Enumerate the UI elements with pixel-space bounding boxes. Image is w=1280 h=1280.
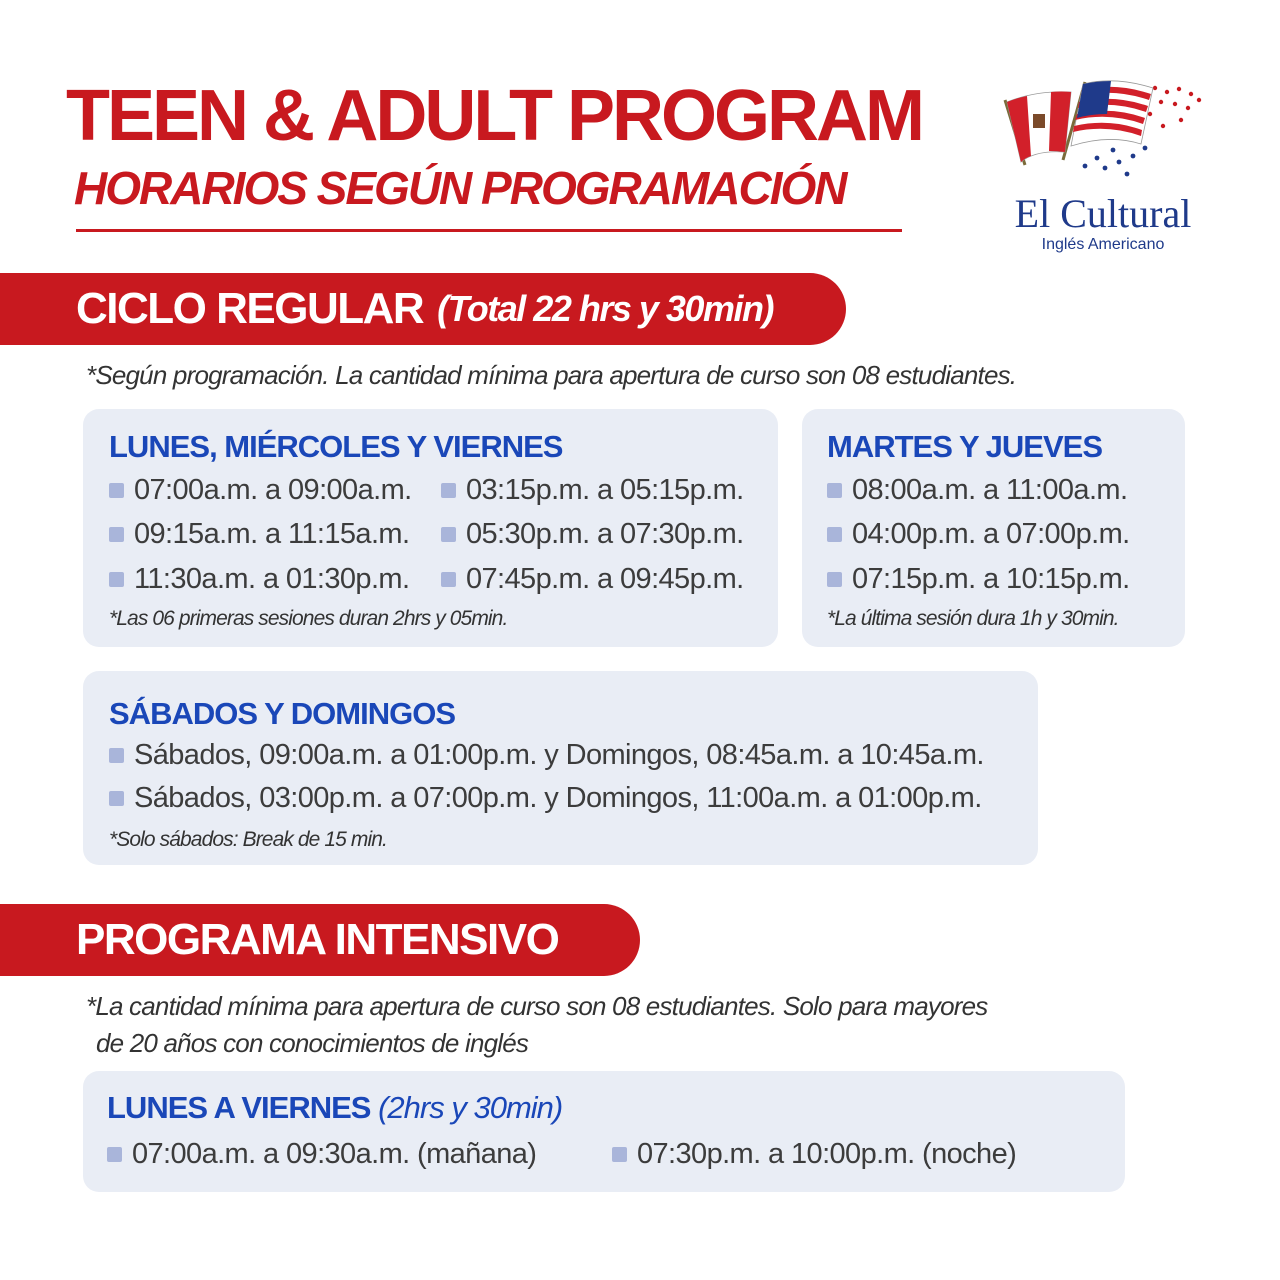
bullet-icon (441, 483, 456, 498)
time-slot: 11:30a.m. a 01:30p.m. (109, 565, 409, 594)
logo-name: El Cultural (1014, 191, 1192, 236)
card-title-lv: LUNES A VIERNES (2hrs y 30min) (107, 1090, 563, 1125)
time-slot: 04:00p.m. a 07:00p.m. (827, 520, 1130, 549)
title-underline (76, 229, 902, 232)
logo-tagline: Inglés Americano (1041, 236, 1165, 253)
ciclo-regular-banner (0, 273, 846, 345)
bullet-icon (109, 572, 124, 587)
bullet-icon (109, 748, 124, 763)
flags-icon (985, 70, 1215, 190)
time-slot: Sábados, 03:00p.m. a 07:00p.m. y Domingos, 11:00a.m. a 01:00p.m. (109, 784, 982, 813)
page-title: TEEN & ADULT PROGRAM (66, 76, 922, 156)
el-cultural-logo (985, 70, 1215, 260)
time-slot: 07:30p.m. a 10:00p.m. (noche) (612, 1140, 1016, 1169)
bullet-icon (827, 527, 842, 542)
schedule-card-lmv (83, 409, 778, 647)
bullet-icon (109, 791, 124, 806)
bullet-icon (612, 1147, 627, 1162)
schedule-card-mj (802, 409, 1185, 647)
time-slot: 07:00a.m. a 09:00a.m. (109, 476, 412, 505)
time-slot: 07:15p.m. a 10:15p.m. (827, 565, 1130, 594)
time-slot: 07:00a.m. a 09:30a.m. (mañana) (107, 1140, 536, 1169)
time-slot: 08:00a.m. a 11:00a.m. (827, 476, 1127, 505)
page-subtitle: HORARIOS SEGÚN PROGRAMACIÓN (74, 162, 846, 214)
programa-intensivo-banner (0, 904, 640, 976)
programa-intensivo-title: PROGRAMA INTENSIVO (76, 915, 559, 964)
time-slot: 09:15a.m. a 11:15a.m. (109, 520, 409, 549)
card-footnote-sd: *Solo sábados: Break de 15 min. (109, 828, 387, 851)
ciclo-regular-total: (Total 22 hrs y 30min) (437, 288, 773, 329)
bullet-icon (109, 483, 124, 498)
bullet-icon (107, 1147, 122, 1162)
ciclo-regular-title: CICLO REGULAR (76, 284, 424, 333)
bullet-icon (441, 527, 456, 542)
card-title-lmv: LUNES, MIÉRCOLES Y VIERNES (109, 429, 563, 464)
schedule-card-sd (83, 671, 1038, 865)
intensivo-note-line1: *La cantidad mínima para apertura de curso son 08 estudiantes. Solo para mayores (86, 991, 988, 1021)
intensivo-note-line2: de 20 años con conocimientos de inglés (96, 1028, 529, 1058)
time-slot: 07:45p.m. a 09:45p.m. (441, 565, 744, 594)
time-slot: 05:30p.m. a 07:30p.m. (441, 520, 744, 549)
bullet-icon (109, 527, 124, 542)
bullet-icon (827, 572, 842, 587)
time-slot: 03:15p.m. a 05:15p.m. (441, 476, 744, 505)
card-title-mj: MARTES Y JUEVES (827, 429, 1103, 464)
card-footnote-mj: *La última sesión dura 1h y 30min. (827, 607, 1119, 630)
card-title-sd: SÁBADOS Y DOMINGOS (109, 696, 456, 731)
card-footnote-lmv: *Las 06 primeras sesiones duran 2hrs y 05min. (109, 607, 508, 630)
bullet-icon (441, 572, 456, 587)
bullet-icon (827, 483, 842, 498)
card-title-lv-duration: (2hrs y 30min) (378, 1090, 563, 1125)
time-slot: Sábados, 09:00a.m. a 01:00p.m. y Domingos, 08:45a.m. a 10:45a.m. (109, 741, 984, 770)
schedule-card-lv (83, 1071, 1125, 1192)
ciclo-regular-note: *Según programación. La cantidad mínima para apertura de curso son 08 estudiantes. (86, 360, 1017, 390)
